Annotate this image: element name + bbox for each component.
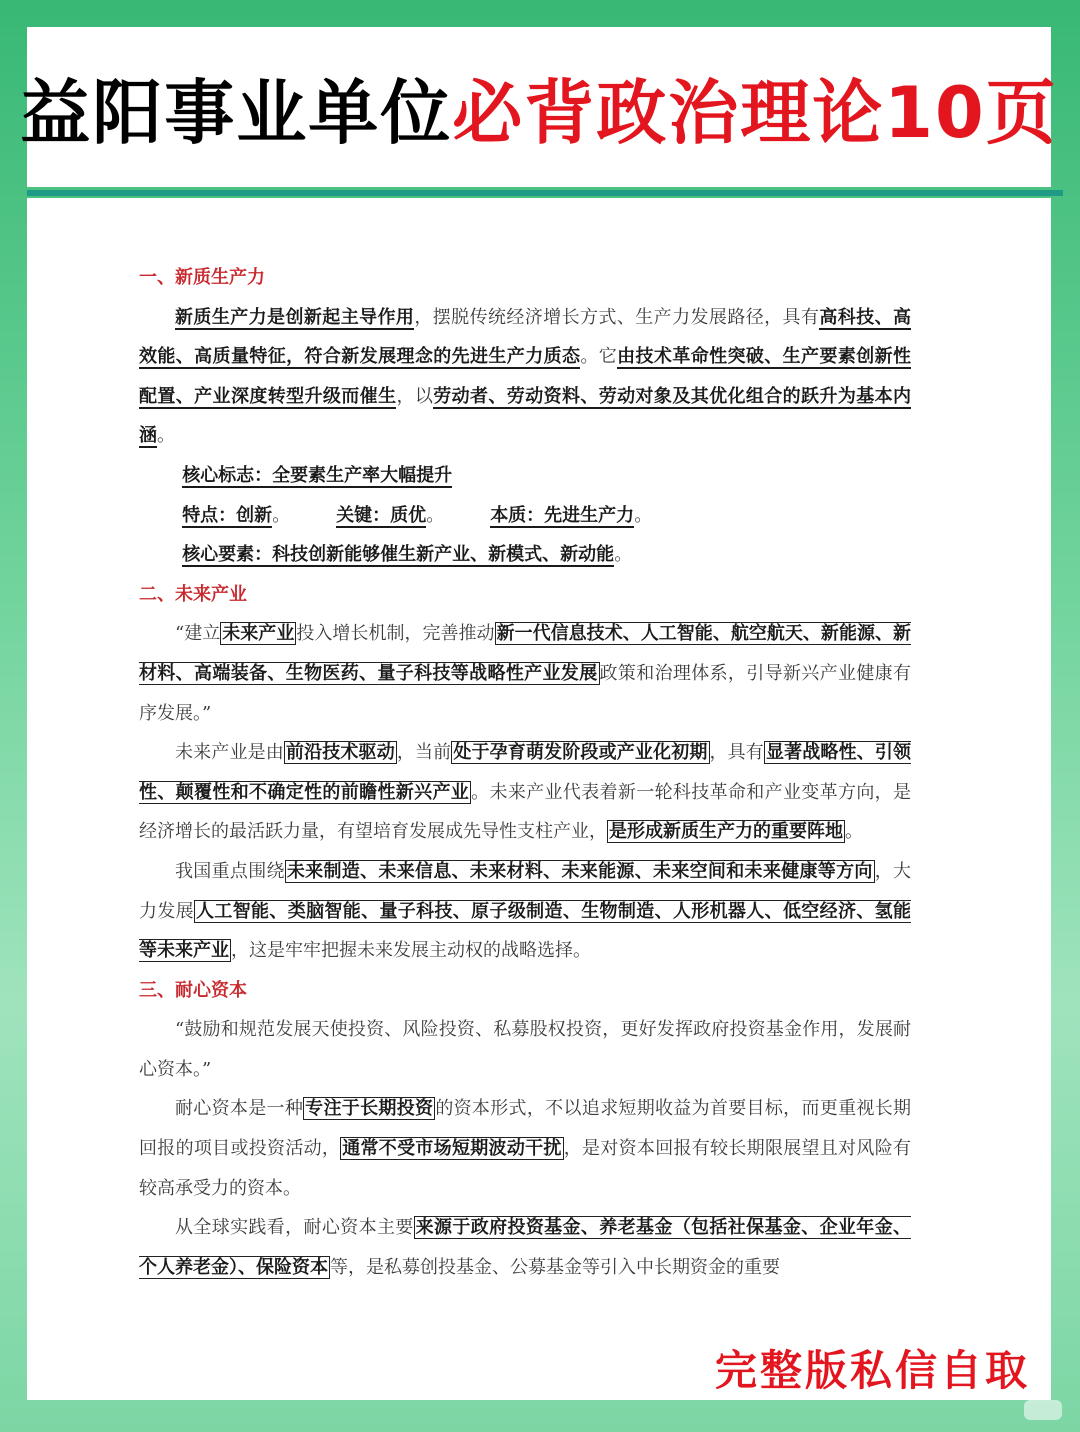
- plain-text: ，是对资本回报有较长期限展望且对风险有较高承受力的资本。: [139, 1138, 912, 1199]
- boxed-phrase: 是形成新质生产力的重要阵地: [609, 821, 843, 843]
- plain-text: 。: [157, 425, 175, 447]
- plain-text: 。未来产业代表着新一轮科技革命和产业变革方向，是经济增长的最活跃力量，有望培育发展成先导性支柱产业，: [139, 781, 912, 843]
- document-page: [27, 198, 1051, 1400]
- paragraph-2-2: [139, 733, 911, 852]
- plain-text: 。: [845, 821, 863, 843]
- plain-text: 。: [426, 504, 445, 526]
- feature-line: [139, 496, 911, 536]
- section-heading-3: 三、耐心资本: [139, 979, 247, 1001]
- key-label: 关键：质优: [336, 504, 427, 526]
- document-content: [139, 258, 911, 1287]
- plain-text: ，摆脱传统经济增长方式、生产力发展路径，具有: [414, 306, 820, 328]
- title-black-text: 益阳事业单位: [20, 71, 453, 154]
- boxed-phrase: 未来产业: [222, 623, 295, 645]
- core-elements: 核心要素：科技创新能够催生新产业、新模式、新动能: [182, 544, 615, 566]
- boxed-phrase: 专注于长期投资: [305, 1098, 434, 1120]
- paragraph-2-3: [139, 852, 911, 971]
- plain-text: 等，是私募创投基金、公募基金等引入中长期资金的重要: [330, 1256, 780, 1278]
- plain-text: 。: [614, 544, 633, 566]
- plain-text: ，这是牢牢把握未来发展主动权的战略选择。: [231, 940, 591, 962]
- key-phrase: 由技术革命性突破、生产要素创新性配置、产业深度转型升级而催生: [139, 346, 912, 407]
- paragraph-3-1: “鼓励和规范发展天使投资、风险投资、私募股权投资，更好发挥政府投资基金作用，发展耐心资本。”: [139, 1019, 911, 1080]
- plain-text: 的资本形式，不以追求短期收益为首要目标，而更重视长期回报的项目或投资活动，: [139, 1098, 912, 1160]
- plain-text: 未来产业是由: [175, 742, 284, 764]
- plain-text: ，当前: [396, 742, 452, 764]
- boxed-phrase: 未来制造、未来信息、未来材料、未来能源、未来空间和未来健康等方向: [286, 860, 873, 882]
- title-red-text: 必背政治理论10页: [452, 71, 1058, 154]
- core-mark: 核心标志：全要素生产率大幅提升: [182, 464, 453, 486]
- title-banner: [20, 27, 1058, 187]
- paragraph-3-3: [139, 1208, 911, 1287]
- boxed-phrase: 通常不受市场短期波动干扰: [342, 1138, 562, 1160]
- plain-text: ，大力发展: [139, 860, 912, 922]
- plain-text: 政策和治理体系，引导新兴产业健康有序发展。”: [139, 662, 912, 724]
- boxed-phrase: 处于孕育萌发阶段或产业化初期: [453, 742, 708, 764]
- core-elements-line: [139, 535, 911, 575]
- plain-text: ，具有: [709, 742, 764, 764]
- section-heading-1: 一、新质生产力: [139, 267, 265, 288]
- paragraph-2-1: [139, 614, 911, 733]
- paragraph-1-1: [139, 298, 911, 456]
- section-heading-2: 二、未来产业: [139, 583, 247, 605]
- core-mark-line: [139, 456, 911, 496]
- plain-text: ，以: [396, 385, 434, 407]
- plain-text: 。它: [580, 346, 618, 368]
- boxed-phrase: 人工智能、类脑智能、量子科技、原子级制造、生物制造、人形机器人、低空经济、氢能等未来产业: [139, 900, 912, 962]
- essence-label: 本质：先进生产力: [490, 504, 635, 526]
- plain-text: 耐心资本是一种: [175, 1098, 304, 1120]
- key-phrase: 劳动者、劳动资料、劳动对象及其优化组合的跃升为基本内涵: [139, 385, 912, 447]
- cta-text: 完整版私信自取: [714, 1346, 1030, 1395]
- plain-text: 。: [634, 504, 653, 526]
- plain-text: 。: [272, 504, 291, 526]
- key-phrase: 高科技、高效能、高质量特征，符合新发展理念的先进生产力质态: [139, 306, 912, 368]
- plain-text: “建立: [175, 623, 221, 645]
- boxed-phrase: 来源于政府投资基金、养老基金（包括社保基金、企业年金、个人养老金）、保险资本: [139, 1217, 912, 1278]
- plain-text: 投入增长机制，完善推动: [296, 623, 495, 645]
- header-divider: [27, 190, 1063, 196]
- key-phrase: 新质生产力是创新起主导作用: [175, 306, 415, 328]
- paragraph-3-2: [139, 1089, 911, 1208]
- feature-label: 特点：创新: [182, 504, 273, 526]
- plain-text: 我国重点围绕: [175, 860, 285, 882]
- watermark-badge: [1024, 1400, 1062, 1420]
- plain-text: 从全球实践看，耐心资本主要: [175, 1217, 414, 1239]
- boxed-phrase: 新一代信息技术、人工智能、航空航天、新能源、新材料、高端装备、生物医药、量子科技等战略性产业发展: [139, 623, 912, 684]
- boxed-phrase: 前沿技术驱动: [285, 742, 395, 764]
- boxed-phrase: 显著战略性、引领性、颠覆性和不确定性的前瞻性新兴产业: [139, 742, 912, 803]
